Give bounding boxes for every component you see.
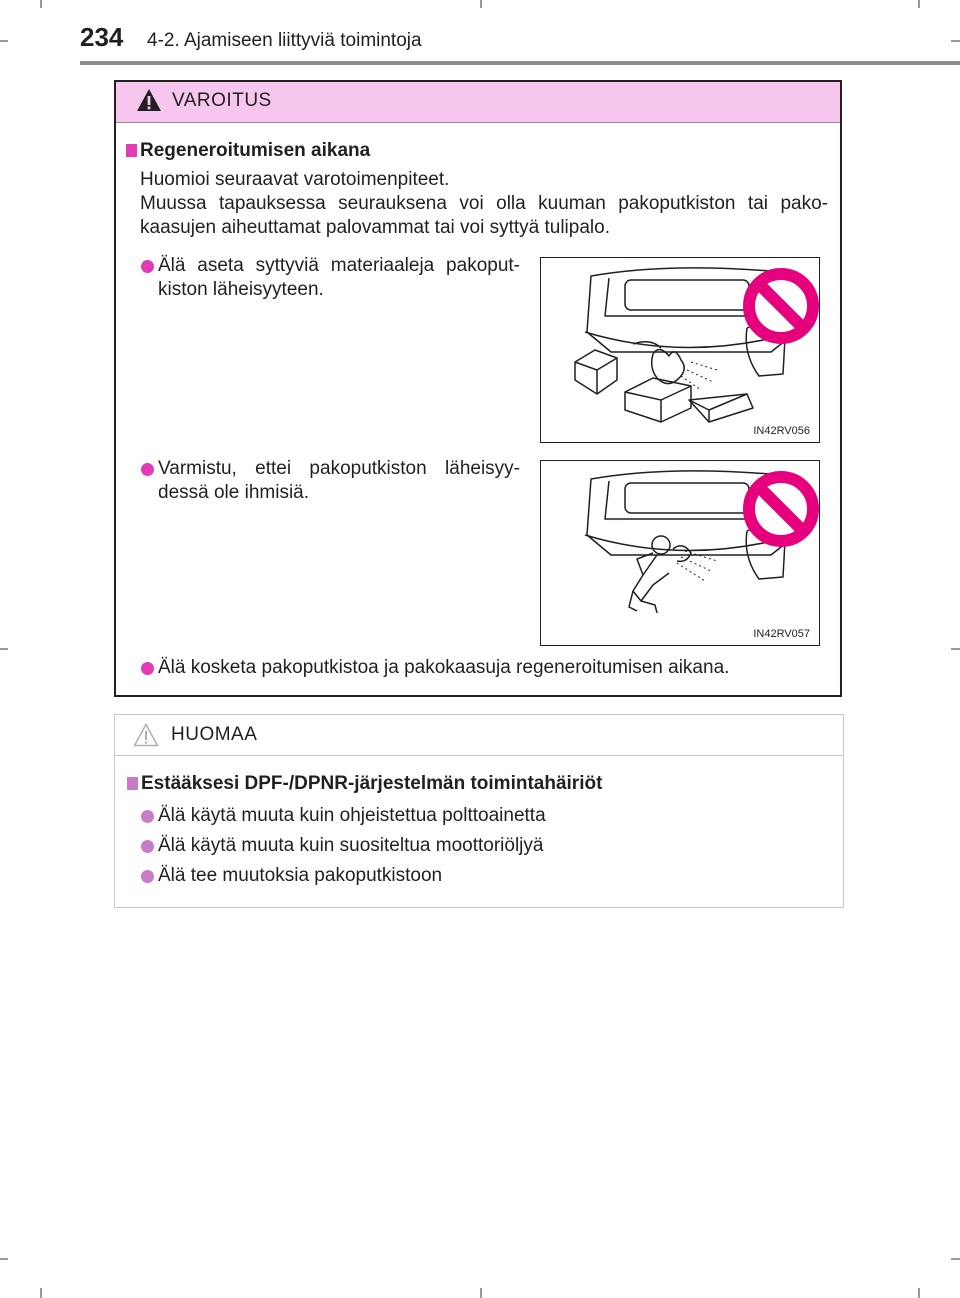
circle-bullet-icon [141, 662, 154, 675]
illustration-people-near-exhaust [540, 460, 820, 646]
notice-bullet-text: Älä tee muutoksia pakoputkistoon [158, 865, 443, 886]
illustration-flammable-materials [540, 257, 820, 443]
warning-bullet-text: Varmistu, ettei pakoputkiston läheisyy- dessä ole ihmisiä. [158, 458, 520, 503]
warning-bullet-text: Älä kosketa pakoputkistoa ja pakokaasuja regeneroitumisen aikana. [158, 657, 730, 678]
warning-bullet-text: Älä aseta syttyviä materiaaleja pakoput- kiston läheisyyteen. [158, 255, 520, 300]
crop-mark [918, 1288, 920, 1298]
crop-mark [951, 648, 960, 650]
caution-triangle-icon [133, 723, 159, 747]
warning-intro-line: Huomioi seuraavat varotoimenpiteet. [140, 169, 450, 190]
header-rule [80, 61, 960, 65]
crop-mark [951, 40, 960, 42]
notice-bullet-text: Älä käytä muuta kuin suositeltua moottoriöljyä [158, 835, 544, 856]
circle-bullet-icon [141, 870, 154, 883]
crop-mark [480, 1288, 482, 1298]
image-code: IN42RV057 [753, 628, 810, 640]
warning-triangle-icon [136, 88, 162, 112]
crop-mark [40, 0, 42, 8]
notice-subheading: Estääksesi DPF-/DPNR-järjestelmän toimintahäiriöt [141, 773, 603, 794]
warning-subheading: Regeneroitumisen aikana [140, 140, 371, 161]
warning-label: VAROITUS [172, 90, 272, 111]
warning-intro-line: Muussa tapauksessa seurauksena voi olla kuuman pakoputkiston tai pako- [140, 193, 828, 214]
circle-bullet-icon [141, 463, 154, 476]
notice-header [115, 715, 843, 756]
circle-bullet-icon [141, 260, 154, 273]
crop-mark [0, 1258, 8, 1260]
square-bullet-icon [127, 777, 138, 790]
crop-mark [918, 0, 920, 8]
image-code: IN42RV056 [753, 425, 810, 437]
square-bullet-icon [126, 144, 137, 157]
notice-box [114, 714, 844, 908]
notice-label: HUOMAA [171, 724, 258, 745]
crop-mark [480, 0, 482, 8]
page-number: 234 [80, 22, 124, 52]
crop-mark [951, 1258, 960, 1260]
warning-intro-line: kaasujen aiheuttamat palovammat tai voi syttyä tulipalo. [140, 217, 610, 238]
circle-bullet-icon [141, 810, 154, 823]
notice-bullet-text: Älä käytä muuta kuin ohjeistettua polttoainetta [158, 805, 546, 826]
section-title: 4-2. Ajamiseen liittyviä toimintoja [147, 30, 422, 51]
warning-header [116, 82, 840, 123]
circle-bullet-icon [141, 840, 154, 853]
crop-mark [40, 1288, 42, 1298]
crop-mark [0, 40, 8, 42]
warning-box [114, 80, 842, 697]
crop-mark [0, 648, 8, 650]
